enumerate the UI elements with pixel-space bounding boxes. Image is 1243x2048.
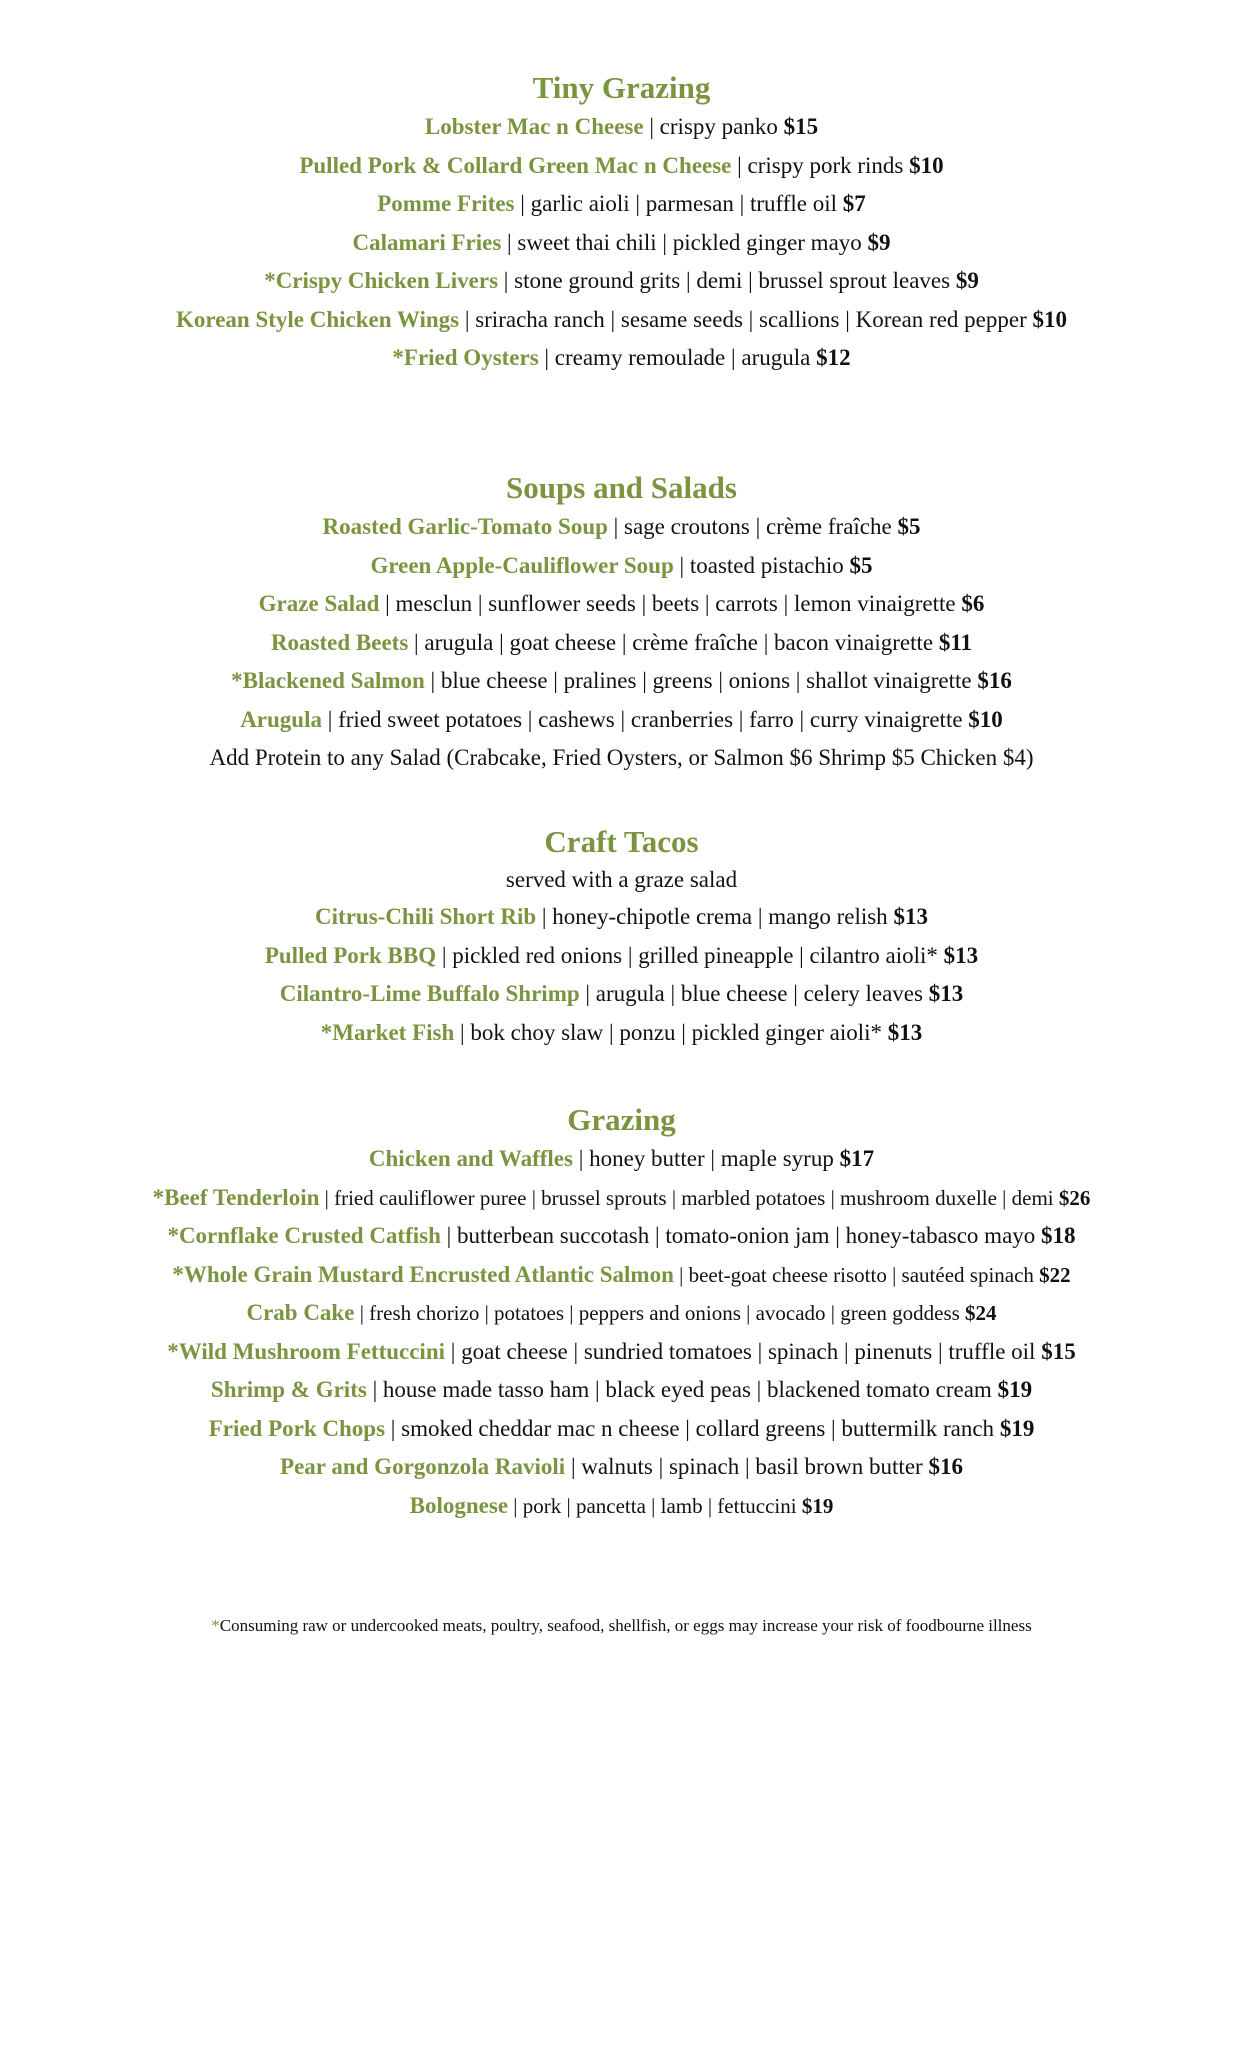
item-desc: | beet-goat cheese risotto | sautéed spinach xyxy=(673,1262,1040,1287)
item-price: $22 xyxy=(1039,1262,1071,1287)
item-name: Citrus-Chili Short Rib xyxy=(315,904,537,929)
item-price: $18 xyxy=(1041,1223,1076,1248)
item-name: Pear and Gorgonzola Ravioli xyxy=(280,1454,566,1479)
disclaimer-text: Consuming raw or undercooked meats, poultry, seafood, shellfish, or eggs may increase your risk of foodbourne illness xyxy=(219,1616,1032,1635)
menu-item xyxy=(0,1014,1243,1053)
item-desc: | butterbean succotash | tomato-onion jam | honey-tabasco mayo xyxy=(440,1223,1042,1248)
menu-item xyxy=(0,185,1243,224)
item-desc: | honey-chipotle crema | mango relish xyxy=(536,904,894,929)
item-name: Graze Salad xyxy=(258,591,380,616)
section-title: Soups and Salads xyxy=(506,470,737,505)
item-price: $7 xyxy=(842,191,866,216)
item-price: $16 xyxy=(977,668,1012,693)
item-name: *Cornflake Crusted Catfish xyxy=(167,1223,441,1248)
salad-protein-note: Add Protein to any Salad (Crabcake, Fried Oysters, or Salmon $6 Shrimp $5 Chicken $4) xyxy=(209,745,1034,770)
item-price: $24 xyxy=(965,1301,997,1325)
section-title: Tiny Grazing xyxy=(532,70,711,105)
section-subtitle: served with a graze salad xyxy=(505,867,738,892)
item-name: *Wild Mushroom Fettuccini xyxy=(167,1338,446,1364)
item-desc: | crispy panko xyxy=(643,114,784,139)
menu-item xyxy=(0,937,1243,976)
menu-item xyxy=(0,1333,1243,1372)
item-desc: | toasted pistachio xyxy=(673,552,850,578)
item-name: *Blackened Salmon xyxy=(231,668,425,693)
section-grazing xyxy=(0,1100,1243,1525)
item-desc: | fried cauliflower puree | brussel sprouts | marbled potatoes | mushroom duxelle | demi xyxy=(319,1185,1059,1210)
item-desc: | smoked cheddar mac n cheese | collard greens | buttermilk ranch xyxy=(385,1415,1000,1441)
item-name: Pulled Pork & Collard Green Mac n Cheese xyxy=(299,152,732,178)
item-desc: | arugula | goat cheese | crème fraîche | bacon vinaigrette xyxy=(408,629,939,655)
item-price: $12 xyxy=(816,345,851,370)
item-name: *Fried Oysters xyxy=(392,345,539,370)
item-price: $13 xyxy=(887,1019,923,1045)
item-price: $9 xyxy=(867,229,891,255)
item-desc: | arugula | blue cheese | celery leaves xyxy=(579,981,929,1006)
item-desc: | pickled red onions | grilled pineapple | cilantro aioli* xyxy=(436,942,944,968)
menu-item xyxy=(0,1217,1243,1256)
menu-item xyxy=(0,1448,1243,1487)
item-desc: | creamy remoulade | arugula xyxy=(538,345,817,370)
menu-item xyxy=(0,1256,1243,1295)
menu-item xyxy=(0,701,1243,740)
menu-item xyxy=(0,301,1243,340)
menu-item xyxy=(0,147,1243,186)
item-name: Chicken and Waffles xyxy=(368,1146,573,1171)
foodborne-illness-disclaimer xyxy=(0,1614,1243,1638)
item-desc: | stone ground grits | demi | brussel sprout leaves xyxy=(498,268,956,293)
item-name: *Beef Tenderloin xyxy=(152,1184,320,1210)
item-name: Shrimp & Grits xyxy=(210,1377,367,1402)
menu-item xyxy=(0,1140,1243,1179)
item-desc: | sage croutons | crème fraîche xyxy=(607,514,898,539)
item-desc: | garlic aioli | parmesan | truffle oil xyxy=(514,191,843,216)
item-name: Korean Style Chicken Wings xyxy=(176,306,460,332)
item-desc: | walnuts | spinach | basil brown butter xyxy=(565,1454,929,1479)
item-price: $9 xyxy=(955,268,979,293)
menu-item xyxy=(0,898,1243,937)
item-name: Arugula xyxy=(240,706,322,732)
item-price: $19 xyxy=(999,1415,1035,1441)
menu-item xyxy=(0,108,1243,147)
section-craft-tacos xyxy=(0,822,1243,1052)
item-name: *Whole Grain Mustard Encrusted Atlantic Salmon xyxy=(172,1261,674,1287)
item-desc: | sriracha ranch | sesame seeds | scallions | Korean red pepper xyxy=(459,306,1033,332)
item-price: $13 xyxy=(928,981,964,1006)
item-desc: | sweet thai chili | pickled ginger mayo xyxy=(501,229,868,255)
menu-item xyxy=(0,224,1243,263)
item-name: Lobster Mac n Cheese xyxy=(424,114,644,139)
item-name: Roasted Garlic-Tomato Soup xyxy=(322,514,608,539)
section-soups-and-salads xyxy=(0,468,1243,778)
menu-item xyxy=(0,508,1243,547)
item-name: Pomme Frites xyxy=(377,191,515,216)
menu-item xyxy=(0,1179,1243,1218)
item-price: $13 xyxy=(893,904,928,929)
menu-item xyxy=(0,262,1243,301)
item-price: $10 xyxy=(1032,306,1067,332)
menu-item xyxy=(0,1294,1243,1333)
item-desc: | blue cheese | pralines | greens | onions | shallot vinaigrette xyxy=(424,668,978,693)
item-name: Cilantro-Lime Buffalo Shrimp xyxy=(279,981,580,1006)
menu-item xyxy=(0,547,1243,586)
item-price: $6 xyxy=(961,591,985,616)
item-price: $16 xyxy=(928,1454,963,1479)
item-desc: | honey butter | maple syrup xyxy=(572,1146,840,1171)
section-tiny-grazing xyxy=(0,68,1243,378)
item-name: *Crispy Chicken Livers xyxy=(264,268,499,293)
item-desc: | fried sweet potatoes | cashews | cranberries | farro | curry vinaigrette xyxy=(321,706,969,732)
item-price: $19 xyxy=(801,1493,834,1518)
item-price: $15 xyxy=(1041,1338,1076,1364)
item-name: Fried Pork Chops xyxy=(208,1415,386,1441)
menu-item xyxy=(0,585,1243,624)
item-name: Bolognese xyxy=(409,1492,509,1518)
item-desc: | fresh chorizo | potatoes | peppers and onions | avocado | green goddess xyxy=(354,1301,966,1325)
item-price: $10 xyxy=(909,152,944,178)
item-desc: | house made tasso ham | black eyed peas | blackened tomato cream xyxy=(366,1377,998,1402)
item-desc: | bok choy slaw | ponzu | pickled ginger aioli* xyxy=(454,1019,888,1045)
item-price: $11 xyxy=(938,629,973,655)
item-price: $10 xyxy=(968,706,1003,732)
menu-item xyxy=(0,624,1243,663)
item-price: $17 xyxy=(839,1146,875,1171)
menu-item xyxy=(0,1371,1243,1410)
menu-item xyxy=(0,339,1243,378)
item-name: Green Apple-Cauliflower Soup xyxy=(370,552,674,578)
item-desc: | pork | pancetta | lamb | fettuccini xyxy=(508,1493,802,1518)
item-name: Pulled Pork BBQ xyxy=(264,942,437,968)
item-price: $19 xyxy=(997,1377,1033,1402)
item-price: $5 xyxy=(849,552,873,578)
section-title: Craft Tacos xyxy=(544,824,699,859)
item-desc: | goat cheese | sundried tomatoes | spinach | pinenuts | truffle oil xyxy=(445,1338,1042,1364)
menu-item xyxy=(0,975,1243,1014)
item-desc: | crispy pork rinds xyxy=(731,152,910,178)
item-price: $13 xyxy=(943,942,979,968)
menu-item xyxy=(0,1487,1243,1526)
item-name: Calamari Fries xyxy=(352,229,502,255)
item-name: Crab Cake xyxy=(246,1300,355,1325)
section-title: Grazing xyxy=(567,1102,676,1137)
item-name: Roasted Beets xyxy=(270,629,409,655)
asterisk: * xyxy=(211,1616,220,1635)
item-price: $5 xyxy=(897,514,921,539)
menu-item xyxy=(0,662,1243,701)
item-desc: | mesclun | sunflower seeds | beets | carrots | lemon vinaigrette xyxy=(379,591,962,616)
item-price: $26 xyxy=(1058,1185,1091,1210)
item-name: *Market Fish xyxy=(320,1019,455,1045)
item-price: $15 xyxy=(783,114,819,139)
menu-item xyxy=(0,1410,1243,1449)
